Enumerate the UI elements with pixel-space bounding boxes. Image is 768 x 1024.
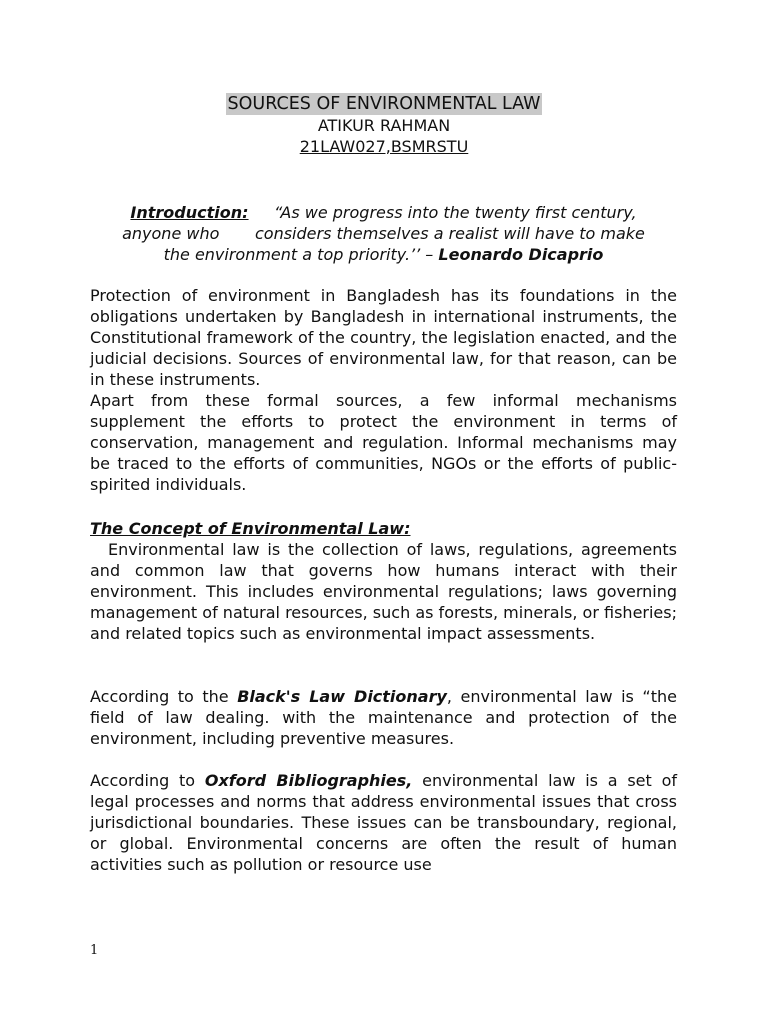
body-section-blacks <box>90 686 677 749</box>
page-number: 1 <box>90 943 99 958</box>
paragraph-blacks-law <box>90 686 677 749</box>
oxford-post: environmental law is a set of legal processes and norms that address environmental issues that cross jurisdictional boundaries. These issues can be transboundary, regional, or global. Environmental concerns are often the result of human activities such as pollution or resource use <box>90 771 677 874</box>
oxford-pre: According to <box>90 771 205 790</box>
paragraph-informal-sources: Apart from these formal sources, a few informal mechanisms supplement the efforts to protect the environment in terms of conservation, management and regulation. Informal mechanisms may be traced to the efforts of communities, NGOs or the efforts of public-spirited individuals. <box>90 391 677 494</box>
concept-heading: The Concept of Environmental Law: <box>90 519 411 538</box>
introduction-label: Introduction: <box>130 203 249 222</box>
document-title: SOURCES OF ENVIRONMENTAL LAW <box>227 94 541 114</box>
oxford-bibliographies: Oxford Bibliographies, <box>204 771 413 790</box>
quote-author: Leonardo Dicaprio <box>438 245 604 264</box>
blacks-pre: According to the <box>90 687 238 706</box>
blacks-law-dictionary: Black's Law Dictionary <box>237 687 447 706</box>
body-section-oxford <box>90 770 677 875</box>
paragraph-oxford <box>90 770 677 875</box>
author-name: ATIKUR RAHMAN <box>317 116 451 135</box>
introduction-block <box>90 202 677 265</box>
body-section-1 <box>90 285 677 495</box>
intro-quote-line1: “As we progress into the twenty first century, <box>273 203 637 222</box>
body-section-concept <box>90 539 677 644</box>
intro-quote-line2: anyone who considers themselves a realist will have to make <box>122 224 645 243</box>
student-id: 21LAW027,BSMRSTU <box>299 137 469 156</box>
blacks-post: , environmental law is “the field of law dealing. with the maintenance and protection of the environment, including preventive measures. <box>90 687 677 748</box>
paragraph-concept: Environmental law is the collection of laws, regulations, agreements and common law that governs how humans interact with their environment. This includes environmental regulations; laws governing management of natural resources, such as forests, minerals, or fisheries; and related topics such as environmental impact assessments. <box>90 540 677 643</box>
intro-quote-line3: the environment a top priority.’’ – <box>163 245 434 264</box>
paragraph-protection: Protection of environment in Bangladesh has its foundations in the obligations undertaken by Bangladesh in international instruments, the Constitutional framework of the country, the legislation enacted, and the judicial decisions. Sources of environmental law, for that reason, can be in these instruments. <box>90 286 677 389</box>
document-header <box>0 93 768 157</box>
